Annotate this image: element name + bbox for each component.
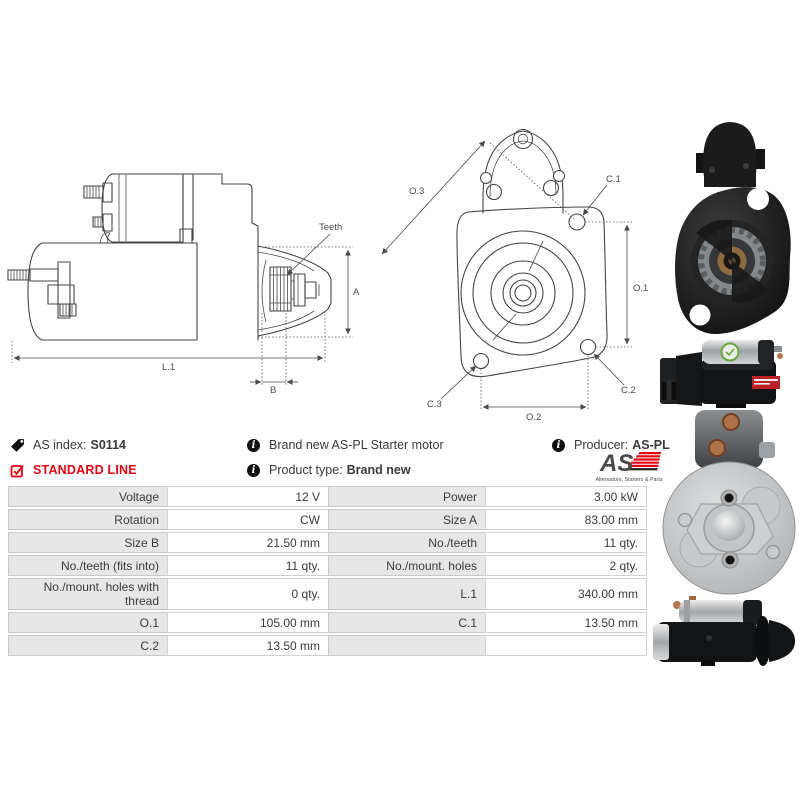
- spec-value: 0 qty.: [167, 578, 329, 610]
- spec-value: CW: [167, 509, 329, 530]
- product-photo-side-black-left[interactable]: [656, 338, 796, 412]
- table-row: [8, 578, 647, 610]
- spec-value: 3.00 kW: [485, 486, 647, 507]
- dim-b-label: B: [270, 385, 277, 396]
- dim-c1-label: C.1: [606, 174, 621, 185]
- dim-l1-label: L.1: [162, 362, 176, 373]
- spec-value: 12 V: [167, 486, 329, 507]
- as-index-value: S0114: [90, 438, 126, 452]
- dim-c3-label: C.3: [427, 399, 442, 410]
- as-index-label: AS index:: [33, 438, 87, 452]
- dim-c2-label: C.2: [621, 385, 636, 396]
- product-type-value: Brand new: [346, 463, 411, 477]
- product-desc-block: [246, 434, 536, 484]
- logo-tagline: Alternators, Starters & Parts: [595, 477, 663, 483]
- table-row: [8, 635, 647, 656]
- as-pl-logo: [592, 448, 666, 485]
- spec-value: 13.50 mm: [485, 612, 647, 633]
- product-photo-front-black[interactable]: [660, 113, 800, 341]
- info-icon: i: [246, 438, 261, 453]
- spec-value: 105.00 mm: [167, 612, 329, 633]
- spec-label: No./mount. holes with thread: [8, 578, 168, 610]
- spec-label: Size A: [328, 509, 486, 530]
- spec-label: L.1: [328, 578, 486, 610]
- spec-value: 83.00 mm: [485, 509, 647, 530]
- spec-label: Rotation: [8, 509, 168, 530]
- table-row: [8, 612, 647, 633]
- spec-label: [328, 635, 486, 656]
- spec-value: 2 qty.: [485, 555, 647, 576]
- table-row: [8, 532, 647, 553]
- spec-table: [8, 486, 647, 658]
- spec-label: No./mount. holes: [328, 555, 486, 576]
- spec-value: 11 qty.: [485, 532, 647, 553]
- spec-value: [485, 635, 647, 656]
- spec-label: C.2: [8, 635, 168, 656]
- spec-label: Voltage: [8, 486, 168, 507]
- logo-text: AS: [600, 450, 634, 477]
- table-row: [8, 555, 647, 576]
- spec-label: No./teeth: [328, 532, 486, 553]
- spec-value: 21.50 mm: [167, 532, 329, 553]
- product-photo-rear-silver[interactable]: [661, 408, 797, 598]
- tag-icon: [10, 438, 25, 453]
- producer-value: AS-PL: [632, 438, 670, 452]
- table-row: [8, 509, 647, 530]
- technical-drawing-front-view: [375, 120, 665, 430]
- product-photo-side-black-right[interactable]: [653, 596, 800, 670]
- producer-label: Producer:: [574, 438, 629, 452]
- spec-label: C.1: [328, 612, 486, 633]
- spec-label: Power: [328, 486, 486, 507]
- table-row: [8, 486, 647, 507]
- standard-line-label: STANDARD LINE: [33, 463, 137, 477]
- product-id-block: [10, 434, 240, 484]
- spec-value: 11 qty.: [167, 555, 329, 576]
- spec-label: O.1: [8, 612, 168, 633]
- spec-label: No./teeth (fits into): [8, 555, 168, 576]
- checkbox-checked-icon: [10, 463, 25, 478]
- technical-drawing-side-view: [0, 120, 380, 420]
- teeth-label: Teeth: [319, 222, 343, 233]
- info-icon: i: [551, 438, 566, 453]
- spec-label: Size B: [8, 532, 168, 553]
- product-type-label: Product type:: [269, 463, 343, 477]
- info-icon: i: [246, 463, 261, 478]
- dim-o2-label: O.2: [526, 412, 542, 423]
- product-description: Brand new AS-PL Starter motor: [269, 438, 444, 452]
- spec-value: 340.00 mm: [485, 578, 647, 610]
- dim-a-label: A: [353, 287, 360, 298]
- spec-value: 13.50 mm: [167, 635, 329, 656]
- dim-o3-label: O.3: [409, 186, 425, 197]
- dim-o1-label: O.1: [633, 283, 649, 294]
